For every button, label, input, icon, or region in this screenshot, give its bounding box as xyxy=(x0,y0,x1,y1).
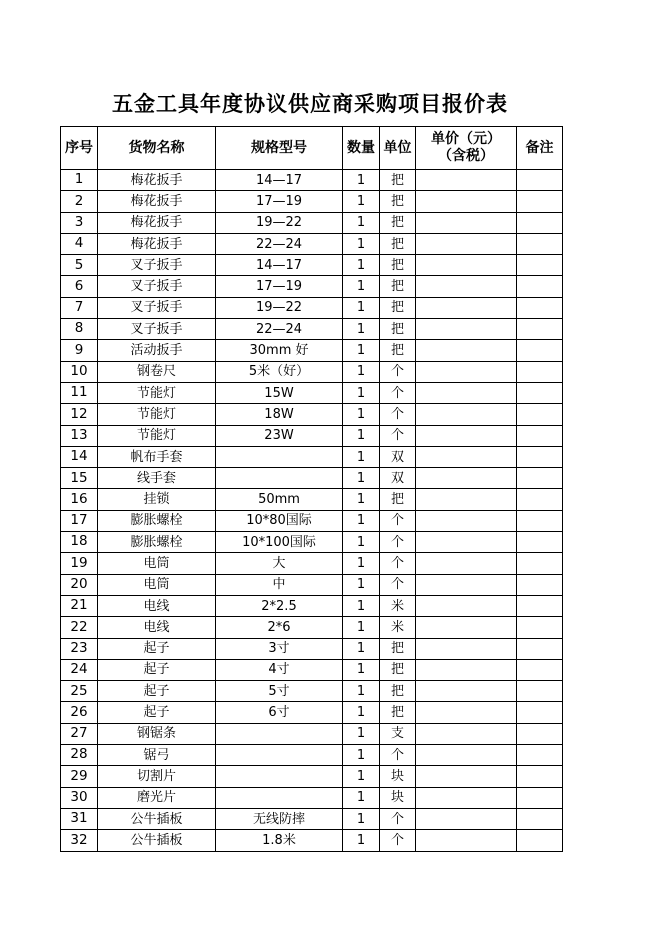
cell-spec: 5米（好） xyxy=(216,361,343,382)
cell-remark xyxy=(517,659,563,680)
cell-unit: 米 xyxy=(380,595,416,616)
cell-price xyxy=(416,170,517,191)
cell-qty: 1 xyxy=(343,191,380,212)
cell-price xyxy=(416,723,517,744)
cell-spec: 30mm 好 xyxy=(216,340,343,361)
table-row xyxy=(61,170,563,191)
cell-spec: 10*100国际 xyxy=(216,532,343,553)
cell-name: 叉子扳手 xyxy=(98,255,216,276)
cell-unit: 把 xyxy=(380,233,416,254)
cell-spec xyxy=(216,446,343,467)
table-row xyxy=(61,276,563,297)
table-row xyxy=(61,787,563,808)
cell-qty: 1 xyxy=(343,659,380,680)
table-row xyxy=(61,745,563,766)
cell-no: 28 xyxy=(61,745,98,766)
cell-no: 10 xyxy=(61,361,98,382)
cell-spec xyxy=(216,468,343,489)
cell-no: 14 xyxy=(61,446,98,467)
cell-no: 25 xyxy=(61,681,98,702)
cell-qty: 1 xyxy=(343,510,380,531)
cell-price xyxy=(416,340,517,361)
header-spec: 规格型号 xyxy=(216,127,343,170)
header-price-line2: （含税） xyxy=(438,148,494,164)
cell-no: 16 xyxy=(61,489,98,510)
cell-remark xyxy=(517,319,563,340)
table-row xyxy=(61,319,563,340)
table-row xyxy=(61,233,563,254)
cell-no: 26 xyxy=(61,702,98,723)
cell-spec xyxy=(216,723,343,744)
cell-remark xyxy=(517,723,563,744)
cell-unit: 个 xyxy=(380,830,416,851)
cell-price xyxy=(416,787,517,808)
cell-unit: 把 xyxy=(380,297,416,318)
cell-spec: 15W xyxy=(216,382,343,403)
cell-no: 7 xyxy=(61,297,98,318)
cell-qty: 1 xyxy=(343,723,380,744)
cell-unit: 个 xyxy=(380,425,416,446)
cell-name: 膨胀螺栓 xyxy=(98,510,216,531)
cell-spec: 1.8米 xyxy=(216,830,343,851)
cell-unit: 块 xyxy=(380,787,416,808)
cell-name: 磨光片 xyxy=(98,787,216,808)
cell-spec xyxy=(216,787,343,808)
cell-price xyxy=(416,191,517,212)
header-name: 货物名称 xyxy=(98,127,216,170)
table-row xyxy=(61,404,563,425)
cell-spec: 大 xyxy=(216,553,343,574)
cell-unit: 个 xyxy=(380,382,416,403)
header-no: 序号 xyxy=(61,127,98,170)
cell-remark xyxy=(517,170,563,191)
cell-qty: 1 xyxy=(343,468,380,489)
cell-name: 电线 xyxy=(98,595,216,616)
cell-no: 29 xyxy=(61,766,98,787)
cell-name: 锯弓 xyxy=(98,745,216,766)
cell-unit: 块 xyxy=(380,766,416,787)
cell-remark xyxy=(517,212,563,233)
cell-spec: 19—22 xyxy=(216,212,343,233)
cell-name: 电线 xyxy=(98,617,216,638)
cell-name: 叉子扳手 xyxy=(98,297,216,318)
quote-table xyxy=(60,126,563,852)
table-row xyxy=(61,553,563,574)
cell-remark xyxy=(517,595,563,616)
header-qty: 数量 xyxy=(343,127,380,170)
cell-no: 13 xyxy=(61,425,98,446)
cell-remark xyxy=(517,255,563,276)
table-row xyxy=(61,382,563,403)
cell-unit: 把 xyxy=(380,255,416,276)
cell-price xyxy=(416,595,517,616)
cell-unit: 支 xyxy=(380,723,416,744)
table-row xyxy=(61,638,563,659)
cell-name: 节能灯 xyxy=(98,404,216,425)
cell-spec: 18W xyxy=(216,404,343,425)
cell-qty: 1 xyxy=(343,553,380,574)
cell-remark xyxy=(517,638,563,659)
cell-remark xyxy=(517,553,563,574)
cell-name: 起子 xyxy=(98,702,216,723)
cell-no: 12 xyxy=(61,404,98,425)
cell-unit: 把 xyxy=(380,191,416,212)
cell-remark xyxy=(517,276,563,297)
cell-no: 15 xyxy=(61,468,98,489)
cell-spec: 无线防摔 xyxy=(216,808,343,829)
cell-unit: 双 xyxy=(380,446,416,467)
cell-price xyxy=(416,745,517,766)
cell-remark xyxy=(517,574,563,595)
cell-qty: 1 xyxy=(343,319,380,340)
cell-no: 3 xyxy=(61,212,98,233)
cell-qty: 1 xyxy=(343,297,380,318)
table-row xyxy=(61,489,563,510)
cell-name: 电筒 xyxy=(98,574,216,595)
cell-qty: 1 xyxy=(343,361,380,382)
cell-no: 27 xyxy=(61,723,98,744)
cell-unit: 米 xyxy=(380,617,416,638)
cell-remark xyxy=(517,617,563,638)
cell-remark xyxy=(517,191,563,212)
cell-price xyxy=(416,233,517,254)
table-row xyxy=(61,681,563,702)
cell-unit: 个 xyxy=(380,553,416,574)
document-title: 五金工具年度协议供应商采购项目报价表 xyxy=(112,92,508,116)
cell-spec: 2*2.5 xyxy=(216,595,343,616)
cell-name: 线手套 xyxy=(98,468,216,489)
cell-price xyxy=(416,659,517,680)
cell-spec: 10*80国际 xyxy=(216,510,343,531)
cell-spec: 17—19 xyxy=(216,276,343,297)
cell-qty: 1 xyxy=(343,276,380,297)
cell-name: 梅花扳手 xyxy=(98,233,216,254)
table-row xyxy=(61,255,563,276)
cell-spec: 14—17 xyxy=(216,255,343,276)
cell-qty: 1 xyxy=(343,808,380,829)
cell-no: 17 xyxy=(61,510,98,531)
cell-qty: 1 xyxy=(343,489,380,510)
cell-spec: 23W xyxy=(216,425,343,446)
cell-no: 19 xyxy=(61,553,98,574)
cell-qty: 1 xyxy=(343,681,380,702)
cell-price xyxy=(416,361,517,382)
cell-price xyxy=(416,638,517,659)
cell-name: 活动扳手 xyxy=(98,340,216,361)
cell-name: 帆布手套 xyxy=(98,446,216,467)
cell-spec: 22—24 xyxy=(216,319,343,340)
cell-unit: 把 xyxy=(380,276,416,297)
header-price xyxy=(416,127,517,170)
cell-remark xyxy=(517,404,563,425)
cell-remark xyxy=(517,340,563,361)
cell-name: 公牛插板 xyxy=(98,830,216,851)
cell-no: 23 xyxy=(61,638,98,659)
table-row xyxy=(61,191,563,212)
cell-name: 叉子扳手 xyxy=(98,276,216,297)
cell-remark xyxy=(517,532,563,553)
cell-spec: 4寸 xyxy=(216,659,343,680)
cell-price xyxy=(416,702,517,723)
cell-unit: 个 xyxy=(380,808,416,829)
cell-qty: 1 xyxy=(343,212,380,233)
cell-name: 起子 xyxy=(98,659,216,680)
table-row xyxy=(61,212,563,233)
table-row xyxy=(61,425,563,446)
cell-qty: 1 xyxy=(343,404,380,425)
table-row xyxy=(61,340,563,361)
header-price-line1: 单价（元） xyxy=(431,131,501,147)
table-row xyxy=(61,617,563,638)
cell-name: 钢卷尺 xyxy=(98,361,216,382)
cell-price xyxy=(416,212,517,233)
cell-price xyxy=(416,808,517,829)
cell-price xyxy=(416,297,517,318)
cell-qty: 1 xyxy=(343,787,380,808)
cell-price xyxy=(416,276,517,297)
cell-name: 节能灯 xyxy=(98,425,216,446)
cell-name: 起子 xyxy=(98,638,216,659)
table-row xyxy=(61,574,563,595)
cell-unit: 把 xyxy=(380,170,416,191)
cell-name: 钢锯条 xyxy=(98,723,216,744)
table-row xyxy=(61,766,563,787)
cell-remark xyxy=(517,808,563,829)
cell-unit: 把 xyxy=(380,212,416,233)
cell-qty: 1 xyxy=(343,170,380,191)
cell-no: 6 xyxy=(61,276,98,297)
cell-spec: 2*6 xyxy=(216,617,343,638)
cell-remark xyxy=(517,446,563,467)
cell-no: 24 xyxy=(61,659,98,680)
cell-qty: 1 xyxy=(343,766,380,787)
cell-remark xyxy=(517,468,563,489)
cell-spec: 14—17 xyxy=(216,170,343,191)
table-row xyxy=(61,830,563,851)
cell-spec: 19—22 xyxy=(216,297,343,318)
cell-unit: 个 xyxy=(380,745,416,766)
cell-no: 32 xyxy=(61,830,98,851)
cell-price xyxy=(416,617,517,638)
cell-spec: 22—24 xyxy=(216,233,343,254)
table-row xyxy=(61,808,563,829)
table-row xyxy=(61,297,563,318)
cell-qty: 1 xyxy=(343,638,380,659)
cell-remark xyxy=(517,681,563,702)
cell-no: 4 xyxy=(61,233,98,254)
table-row xyxy=(61,361,563,382)
cell-no: 22 xyxy=(61,617,98,638)
cell-name: 梅花扳手 xyxy=(98,212,216,233)
cell-qty: 1 xyxy=(343,382,380,403)
cell-price xyxy=(416,319,517,340)
cell-no: 8 xyxy=(61,319,98,340)
cell-qty: 1 xyxy=(343,702,380,723)
table-row xyxy=(61,723,563,744)
cell-price xyxy=(416,766,517,787)
cell-no: 31 xyxy=(61,808,98,829)
cell-no: 9 xyxy=(61,340,98,361)
cell-name: 梅花扳手 xyxy=(98,191,216,212)
cell-remark xyxy=(517,830,563,851)
cell-name: 公牛插板 xyxy=(98,808,216,829)
cell-unit: 个 xyxy=(380,404,416,425)
cell-no: 18 xyxy=(61,532,98,553)
cell-no: 2 xyxy=(61,191,98,212)
cell-name: 起子 xyxy=(98,681,216,702)
cell-price xyxy=(416,510,517,531)
cell-price xyxy=(416,382,517,403)
header-row xyxy=(61,127,563,170)
cell-qty: 1 xyxy=(343,255,380,276)
cell-price xyxy=(416,532,517,553)
cell-spec: 5寸 xyxy=(216,681,343,702)
table-row xyxy=(61,510,563,531)
cell-qty: 1 xyxy=(343,233,380,254)
cell-no: 20 xyxy=(61,574,98,595)
table-row xyxy=(61,532,563,553)
cell-name: 叉子扳手 xyxy=(98,319,216,340)
cell-remark xyxy=(517,425,563,446)
cell-qty: 1 xyxy=(343,617,380,638)
cell-qty: 1 xyxy=(343,340,380,361)
cell-price xyxy=(416,830,517,851)
cell-price xyxy=(416,404,517,425)
cell-name: 切割片 xyxy=(98,766,216,787)
cell-price xyxy=(416,425,517,446)
cell-name: 节能灯 xyxy=(98,382,216,403)
cell-qty: 1 xyxy=(343,595,380,616)
cell-qty: 1 xyxy=(343,425,380,446)
cell-remark xyxy=(517,787,563,808)
cell-spec: 50mm xyxy=(216,489,343,510)
cell-unit: 把 xyxy=(380,489,416,510)
cell-unit: 把 xyxy=(380,659,416,680)
cell-unit: 把 xyxy=(380,702,416,723)
cell-unit: 把 xyxy=(380,638,416,659)
table-row xyxy=(61,595,563,616)
cell-spec xyxy=(216,745,343,766)
cell-remark xyxy=(517,297,563,318)
cell-remark xyxy=(517,382,563,403)
header-remark: 备注 xyxy=(517,127,563,170)
cell-no: 5 xyxy=(61,255,98,276)
table-row xyxy=(61,659,563,680)
cell-spec: 17—19 xyxy=(216,191,343,212)
cell-remark xyxy=(517,361,563,382)
cell-unit: 个 xyxy=(380,510,416,531)
cell-price xyxy=(416,255,517,276)
cell-remark xyxy=(517,489,563,510)
table-row xyxy=(61,446,563,467)
cell-no: 11 xyxy=(61,382,98,403)
cell-qty: 1 xyxy=(343,830,380,851)
cell-unit: 把 xyxy=(380,340,416,361)
cell-no: 21 xyxy=(61,595,98,616)
cell-no: 30 xyxy=(61,787,98,808)
cell-unit: 个 xyxy=(380,532,416,553)
cell-name: 挂锁 xyxy=(98,489,216,510)
cell-spec: 3寸 xyxy=(216,638,343,659)
cell-price xyxy=(416,681,517,702)
cell-spec: 中 xyxy=(216,574,343,595)
cell-price xyxy=(416,489,517,510)
cell-qty: 1 xyxy=(343,745,380,766)
cell-price xyxy=(416,553,517,574)
cell-spec xyxy=(216,766,343,787)
cell-spec: 6寸 xyxy=(216,702,343,723)
cell-unit: 把 xyxy=(380,681,416,702)
cell-unit: 双 xyxy=(380,468,416,489)
cell-remark xyxy=(517,766,563,787)
cell-name: 膨胀螺栓 xyxy=(98,532,216,553)
cell-remark xyxy=(517,745,563,766)
header-unit: 单位 xyxy=(380,127,416,170)
cell-remark xyxy=(517,702,563,723)
cell-no: 1 xyxy=(61,170,98,191)
cell-unit: 个 xyxy=(380,574,416,595)
cell-qty: 1 xyxy=(343,532,380,553)
cell-name: 梅花扳手 xyxy=(98,170,216,191)
cell-remark xyxy=(517,510,563,531)
cell-name: 电筒 xyxy=(98,553,216,574)
cell-unit: 把 xyxy=(380,319,416,340)
cell-unit: 个 xyxy=(380,361,416,382)
cell-price xyxy=(416,446,517,467)
table-row xyxy=(61,702,563,723)
cell-remark xyxy=(517,233,563,254)
table-row xyxy=(61,468,563,489)
cell-price xyxy=(416,574,517,595)
table-body xyxy=(61,170,563,852)
cell-price xyxy=(416,468,517,489)
cell-qty: 1 xyxy=(343,446,380,467)
cell-qty: 1 xyxy=(343,574,380,595)
